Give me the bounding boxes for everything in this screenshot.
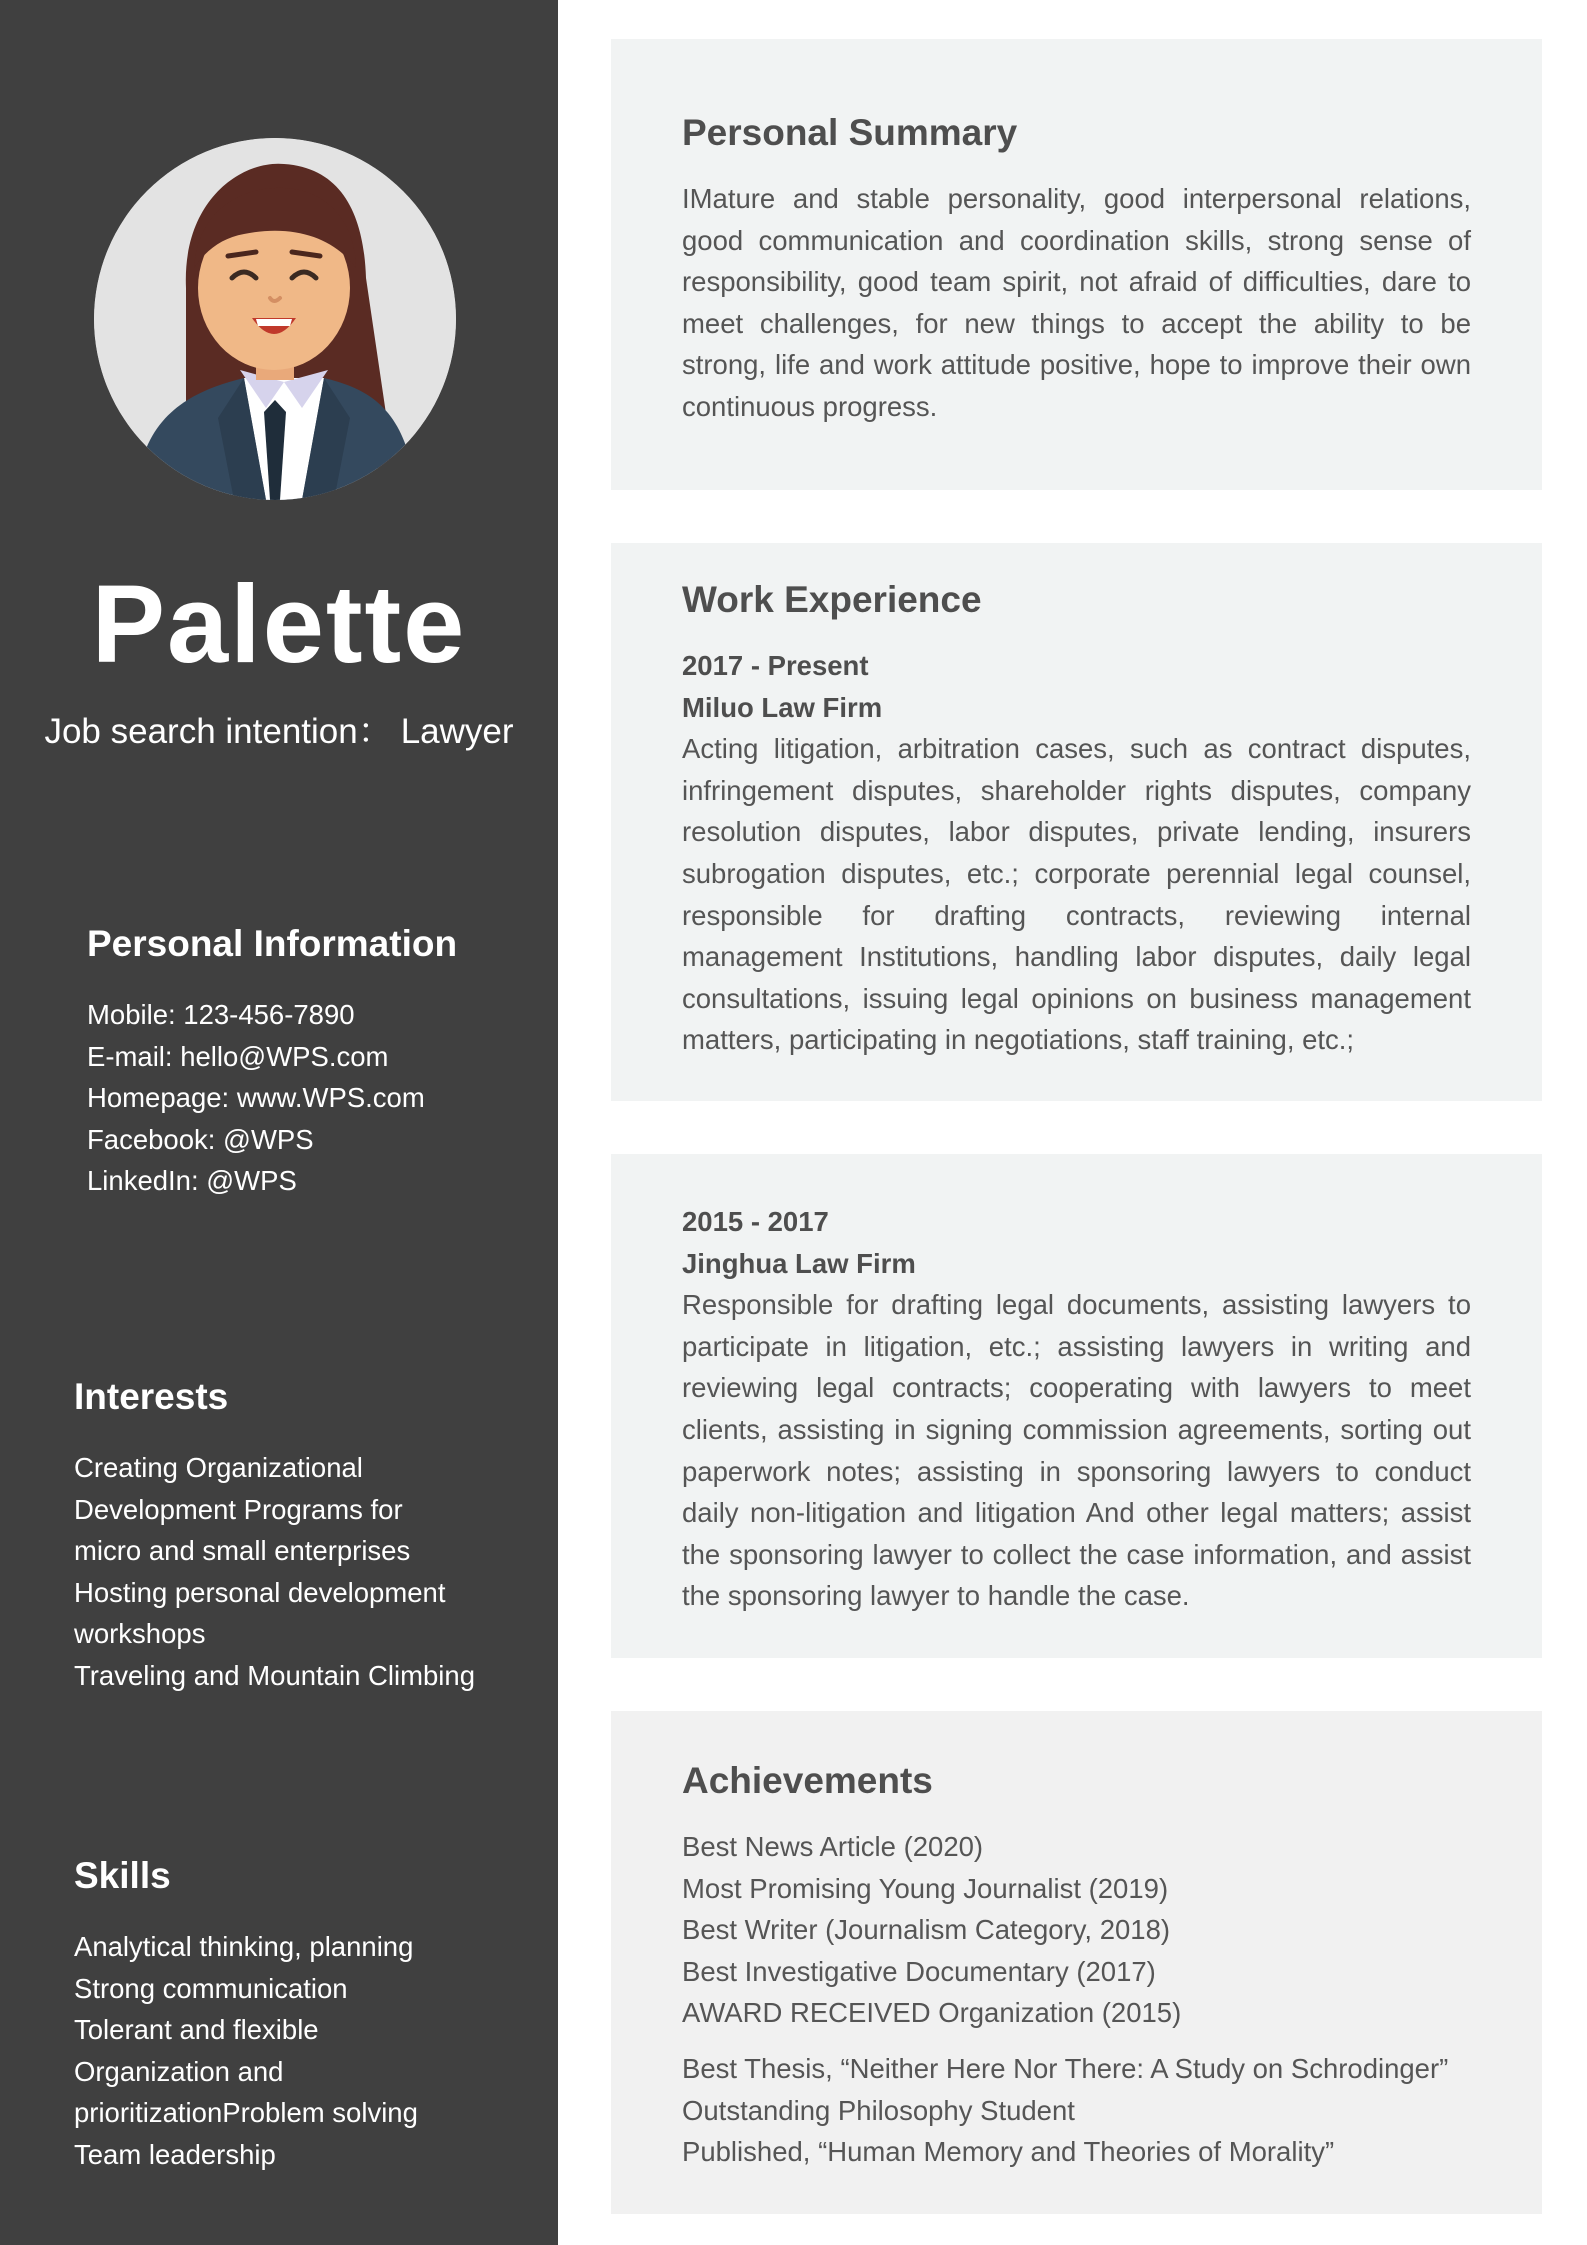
personal-information-list xyxy=(87,994,425,1202)
personal-information-heading: Personal Information xyxy=(87,923,458,964)
contact-homepage: Homepage: www.WPS.com xyxy=(87,1082,425,1114)
achievement-item: Best Investigative Documentary (2017) xyxy=(682,1955,1156,1987)
skill-item: Team leadership xyxy=(74,2138,276,2170)
interest-item: Creating Organizational xyxy=(74,1452,363,1483)
skill-item: Strong communication xyxy=(74,1972,348,2004)
interests-heading: Interests xyxy=(74,1376,229,1417)
job-intention xyxy=(0,710,558,754)
achievement-item: Most Promising Young Journalist (2019) xyxy=(682,1872,1169,1904)
interest-item: Hosting personal development xyxy=(74,1576,446,1608)
interests-list xyxy=(74,1447,475,1697)
job-firm: Jinghua Law Firm xyxy=(682,1247,916,1279)
achievements-heading: Achievements xyxy=(682,1760,933,1801)
personal-summary-heading: Personal Summary xyxy=(682,112,1018,153)
achievements-panel xyxy=(611,1711,1542,2214)
achievement-item: Published, “Human Memory and Theories of Morality” xyxy=(682,2136,1335,2168)
interest-item: Development Programs for xyxy=(74,1493,403,1525)
achievement-item: AWARD RECEIVED Organization (2015) xyxy=(682,1997,1182,2029)
skills-heading: Skills xyxy=(74,1855,171,1896)
personal-summary-panel xyxy=(611,39,1542,490)
contact-linkedin: LinkedIn: @WPS xyxy=(87,1165,297,1197)
achievement-item: Best Writer (Journalism Category, 2018) xyxy=(682,1914,1171,1946)
achievements-list-awards xyxy=(682,1826,1471,2034)
lawyer-avatar-illustration xyxy=(94,138,456,500)
interest-item: workshops xyxy=(74,1618,206,1650)
job-intention-label: Job search intention： xyxy=(44,712,393,751)
achievement-item: Best Thesis, “Neither Here Nor There: A Study on Schrodinger” xyxy=(682,2052,1449,2084)
sidebar xyxy=(0,0,558,2245)
job-date: 2015 - 2017 xyxy=(682,1206,829,1237)
achievement-item: Best News Article (2020) xyxy=(682,1831,984,1862)
skill-item: Analytical thinking, planning xyxy=(74,1931,414,1962)
work-experience-panel-2 xyxy=(611,1154,1542,1658)
skill-item: Tolerant and flexible xyxy=(74,2014,319,2046)
avatar xyxy=(94,138,456,500)
job-firm: Miluo Law Firm xyxy=(682,691,883,723)
job-description: Responsible for drafting legal documents, assisting lawyers to participate in litigation, etc.; assisting lawyers in writing and reviewing legal contracts; cooperating with lawyers to meet clients, assisting in signing commission agreements, sorting out paperwork notes; assisting in sponsoring lawyers to conduct daily non-litigation and litigation And other legal matters; assist the sponsoring lawyer to collect the case information, and assist the sponsoring lawyer to handle the case. xyxy=(682,1289,1471,1612)
job-date: 2017 - Present xyxy=(682,650,869,681)
interest-item: Traveling and Mountain Climbing xyxy=(74,1659,475,1691)
contact-facebook: Facebook: @WPS xyxy=(87,1123,314,1155)
contact-mobile: Mobile: 123-456-7890 xyxy=(87,999,355,1030)
work-experience-heading: Work Experience xyxy=(682,579,982,620)
interest-item: micro and small enterprises xyxy=(74,1535,411,1567)
personal-summary-text: IMature and stable personality, good interpersonal relations, good communication and coordination skills, strong sense of responsibility, good team spirit, not afraid of difficulties, dare to meet challenges, for new things to accept the ability to be strong, life and work attitude positive, hope to improve their own continuous progress. xyxy=(682,183,1471,422)
job-intention-value: Lawyer xyxy=(400,712,514,751)
achievement-item: Outstanding Philosophy Student xyxy=(682,2094,1075,2126)
skill-item: prioritizationProblem solving xyxy=(74,2097,418,2129)
work-experience-panel xyxy=(611,543,1542,1101)
contact-email: E-mail: hello@WPS.com xyxy=(87,1040,389,1072)
job-description: Acting litigation, arbitration cases, such as contract disputes, infringement disputes, shareholder rights disputes, company resolution disputes, labor disputes, private lending, insurers subrogation disputes, etc.; corporate perennial legal counsel, responsible for drafting contracts, reviewing internal management Institutions, handling labor disputes, daily legal consultations, issuing legal opinions on business management matters, participating in negotiations, staff training, etc.; xyxy=(682,733,1471,1056)
candidate-name: Palette xyxy=(91,563,467,686)
achievements-list-academic xyxy=(682,2048,1471,2173)
skills-list xyxy=(74,1926,418,2176)
skill-item: Organization and xyxy=(74,2055,284,2087)
